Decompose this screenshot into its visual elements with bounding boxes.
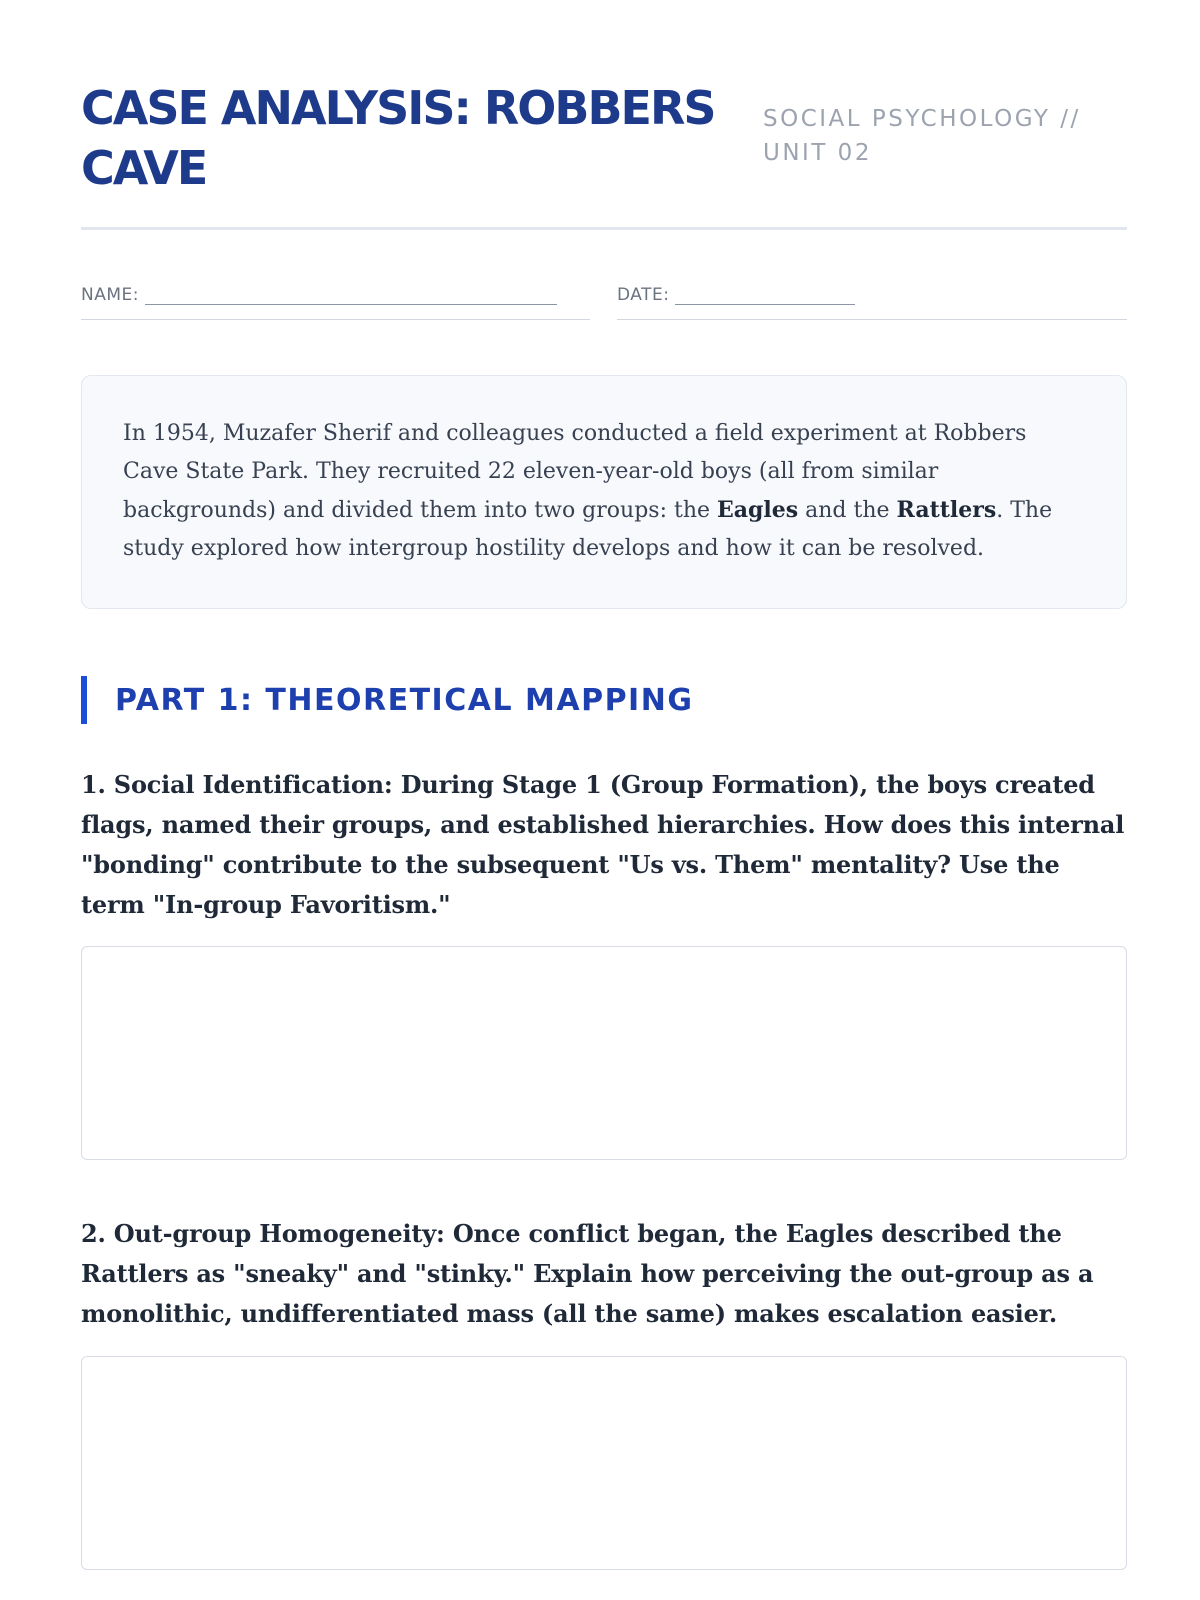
header-divider (81, 227, 1127, 230)
intro-text-part3: . The study explored how intergroup hostility develops and how it can be resolved. (123, 498, 1053, 561)
name-label: NAME: (81, 285, 139, 305)
date-field[interactable] (617, 285, 1127, 320)
group-rattlers: Rattlers (896, 497, 997, 523)
name-field[interactable] (81, 285, 590, 320)
page-title: CASE ANALYSIS: ROBBERS CAVE (81, 81, 715, 195)
header (81, 78, 1127, 198)
section-heading (81, 676, 693, 724)
answer-box-1[interactable] (81, 946, 1127, 1160)
intro-text (123, 415, 1086, 568)
name-blank-line[interactable] (145, 285, 557, 305)
course-subtitle: SOCIAL PSYCHOLOGY // UNIT 02 (763, 106, 1081, 166)
intro-text-part1: In 1954, Muzafer Sherif and colleagues conducted a field experiment at Robbers Cave State Park. They recruited 22 eleven-year-old boys (all from similar backgrounds) and divided them into two groups: the (123, 421, 1027, 523)
question-2: 2. Out-group Homogeneity: Once conflict began, the Eagles described the Rattlers as "sneaky" and "stinky." Explain how perceiving the out-group as a monolithic, undifferentiated mass (all the same) makes escalation easier. (81, 1219, 1094, 1328)
section-heading-text: PART 1: THEORETICAL MAPPING (115, 682, 694, 718)
question-1: 1. Social Identification: During Stage 1 (Group Formation), the boys created flags, named their groups, and established hierarchies. How does this internal "bonding" contribute to the subsequent "Us vs. Them" mentality? Use the term "In-group Favoritism." (81, 770, 1125, 919)
date-label: DATE: (617, 285, 670, 305)
intro-panel (81, 375, 1127, 609)
group-eagles: Eagles (717, 497, 799, 523)
date-blank-line[interactable] (675, 285, 855, 305)
answer-box-2[interactable] (81, 1356, 1127, 1570)
intro-text-part2: and the (798, 498, 897, 523)
